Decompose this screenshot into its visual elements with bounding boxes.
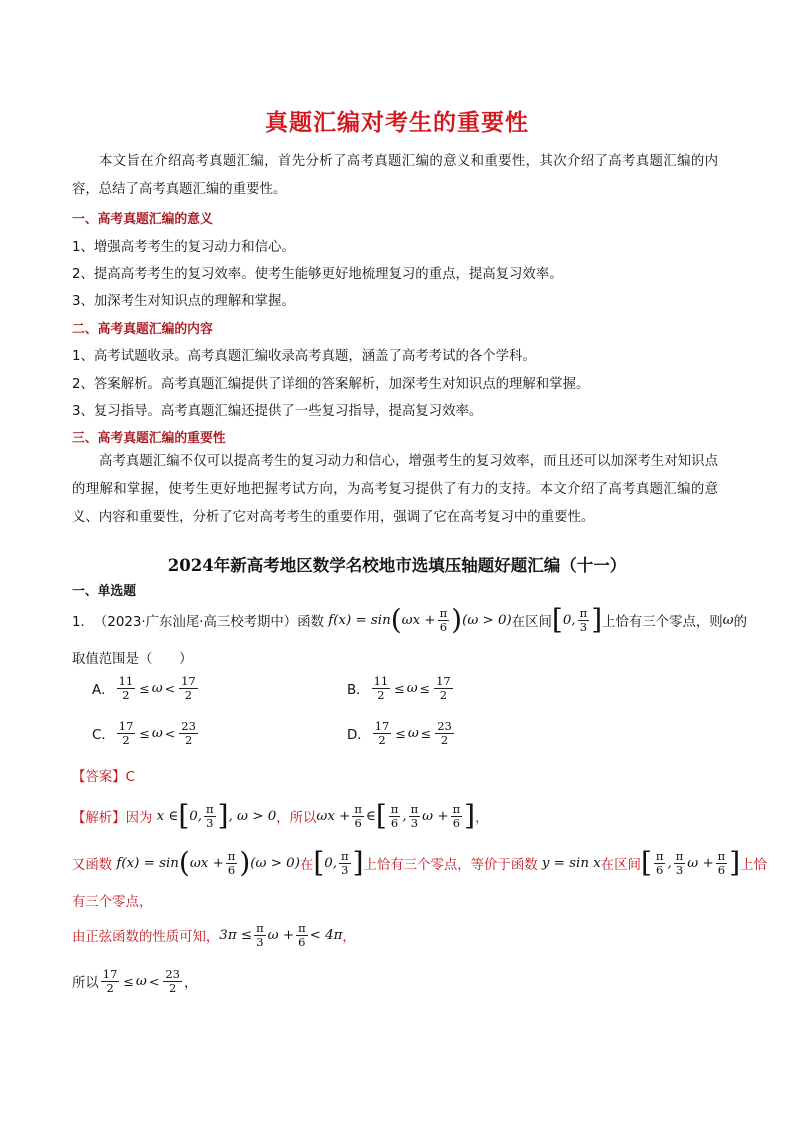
section-2-item-2: 2、答案解析。高考真题汇编提供了详细的答案解析，加深考生对知识点的理解和掌握。 (72, 377, 590, 392)
section-2-item-3: 3、复习指导。高考真题汇编还提供了一些复习指导，提高复习效率。 (72, 404, 483, 419)
section-1-item-1: 1、增强高考考生的复习动力和信心。 (72, 240, 295, 255)
question-text-function: 函数 (297, 614, 324, 630)
answer-label: 【答案】 (72, 770, 126, 785)
section-heading-3: 三、高考真题汇编的重要性 (72, 431, 226, 446)
question-text-de: 的 (733, 614, 747, 630)
compilation-title: 2024年新高考地区数学名校地市选填压轴题好题汇编（十一） (167, 556, 627, 575)
section-heading-1: 一、高考真题汇编的意义 (72, 212, 213, 227)
math-fx: f(x) = sin (323, 612, 391, 628)
option-c: C． $\frac{17}{2}$ ≤ ω < $\frac{23}{2}$ (92, 719, 196, 747)
option-a: A． $\frac{11}{2}$ ≤ ω < $\frac{17}{2}$ (92, 674, 196, 702)
intro-paragraph: 本文旨在介绍高考真题汇编，首先分析了高考真题汇编的意义和重要性，其次介绍了高考真题汇编的内容，总结了高考真题汇编的重要性。 (72, 154, 718, 197)
question-source: （2023·广东汕尾·高三校考期中） (93, 614, 298, 630)
answer-value: C (125, 770, 135, 785)
option-d: D． $\frac{17}{2}$ ≤ ω ≤ $\frac{23}{2}$ (347, 719, 452, 747)
section-2-item-1: 1、高考试题收录。高考真题汇编收录高考真题，涵盖了高考考试的各个学科。 (72, 349, 536, 364)
question-number: 1． (72, 614, 94, 630)
analysis-line-5: 所以 $\frac{17}{2}$ ≤ ω < $\frac{23}{2}$ ， (72, 966, 198, 995)
question-1-stem: 1． （2023·广东汕尾·高三校考期中） 函数 f(x) = sin ( ωx + $\frac{\pi}{6}$ ) (ω > 0) 在区间 [ 0, $\frac{\pi}{3}$ ] 上恰有三个零点，则 ω 的 (72, 603, 747, 636)
answer-line (72, 766, 135, 785)
question-range-text: 取值范围是（ ） (72, 652, 193, 667)
analysis-line-4: 由正弦函数的性质可知， 3π ≤ $\frac{\pi}{3}$ ω + $\frac{\pi}{6}$ < 4π ， (72, 920, 356, 949)
section-3-paragraph: 高考真题汇编不仅可以提高考生的复习动力和信心，增强考生的复习效率，而且还可以加深考生对知识点的理解和掌握，使考生更好地把握考试方向，为高考复习提供了有力的支持。本文介绍了高考真题汇编的意义、内容和重要性，分析了它对高考考生的重要作用，强调了它在高考复习中的重要性。 (72, 454, 718, 525)
analysis-label: 【解析】 (72, 810, 126, 826)
section-heading-2: 二、高考真题汇编的内容 (72, 322, 213, 337)
part-label: 一、单选题 (72, 584, 136, 599)
question-text-interval: 在区间 (511, 614, 552, 630)
section-1-item-3: 3、加深考生对知识点的理解和掌握。 (72, 294, 295, 309)
analysis-line-1: 【解析】 因为 x ∈ [ 0, $\frac{\pi}{3}$ ] , ω > 0 ，所以 ωx + $\frac{\pi}{6}$ ∈ [ $\frac{\pi}{6}$ , $\frac{\pi}{3}$ ω + $\frac{\pi}{6}$ ] ， (72, 799, 489, 832)
option-b: B． $\frac{11}{2}$ ≤ ω ≤ $\frac{17}{2}$ (347, 674, 451, 702)
analysis-line-2: 又函数 f(x) = sin ( ωx + $\frac{\pi}{6}$ ) (ω > 0) 在 [ 0, $\frac{\pi}{3}$ ] 上恰有三个零点，等价于函数 y = sin x 在区间 [ $\frac{\pi}{6}$ , $\frac{\pi}{3}$ ω + $\frac{\pi}{6}$ ] 上恰 (72, 846, 767, 879)
page-title: 真题汇编对考生的重要性 (265, 110, 529, 136)
section-1-item-2: 2、提高高考考生的复习效率。使考生能够更好地梳理复习的重点，提高复习效率。 (72, 267, 563, 282)
question-text-zeros: 上恰有三个零点，则 (602, 614, 723, 630)
analysis-line-3: 有三个零点， (72, 895, 153, 910)
